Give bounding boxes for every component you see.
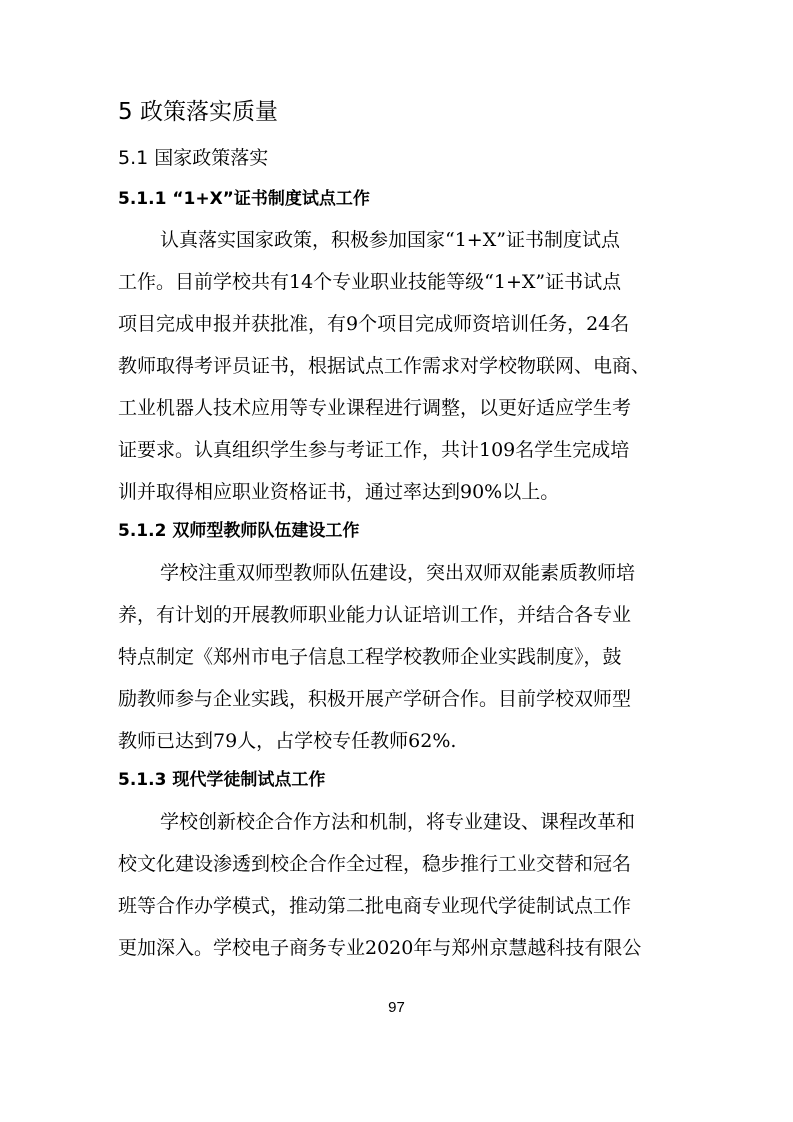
paragraph-line: 学校创新校企合作方法和机制，将专业建设、课程改革和 xyxy=(160,811,636,833)
paragraph-line: 特点制定《郑州市电子信息工程学校教师企业实践制度》，鼓 xyxy=(118,646,622,668)
page-number: 97 xyxy=(388,999,405,1016)
paragraph-line: 班等合作办学模式，推动第二批电商专业现代学徒制试点工作 xyxy=(118,895,632,917)
paragraph-line: 学校注重双师型教师队伍建设，突出双师双能素质教师培 xyxy=(160,562,636,584)
paragraph-line: 项目完成申报并获批准，有9个项目完成师资培训任务，24名 xyxy=(118,313,630,335)
heading-2: 5.1 国家政策落实 xyxy=(118,147,269,169)
section-title: 5.1.2 双师型教师队伍建设工作 xyxy=(118,521,360,541)
paragraph-line: 教师取得考评员证书，根据试点工作需求对学校物联网、电商、 xyxy=(118,355,651,377)
paragraph-line: 教师已达到79人，占学校专任教师62%. xyxy=(118,730,457,752)
section-title: 5.1.3 现代学徒制试点工作 xyxy=(118,770,326,790)
paragraph-line: 更加深入。学校电子商务专业2020年与郑州京慧越科技有限公 xyxy=(118,937,642,959)
section-title: 5.1.1 “1+X”证书制度试点工作 xyxy=(118,189,370,209)
paragraph-line: 训并取得相应职业资格证书，通过率达到90%以上。 xyxy=(118,481,560,503)
paragraph-line: 工业机器人技术应用等专业课程进行调整，以更好适应学生考 xyxy=(118,397,632,419)
paragraph-line: 认真落实国家政策，积极参加国家“1+X”证书制度试点 xyxy=(160,229,620,251)
paragraph-line: 养，有计划的开展教师职业能力认证培训工作，并结合各专业 xyxy=(118,604,632,626)
paragraph-line: 工作。目前学校共有14个专业职业技能等级“1+X”证书试点 xyxy=(118,271,622,293)
heading-1: 5 政策落实质量 xyxy=(118,99,278,125)
paragraph-line: 励教师参与企业实践，积极开展产学研合作。目前学校双师型 xyxy=(118,688,632,710)
paragraph-line: 证要求。认真组织学生参与考证工作，共计109名学生完成培 xyxy=(118,439,630,461)
paragraph-line: 校文化建设渗透到校企合作全过程，稳步推行工业交替和冠名 xyxy=(118,853,632,875)
